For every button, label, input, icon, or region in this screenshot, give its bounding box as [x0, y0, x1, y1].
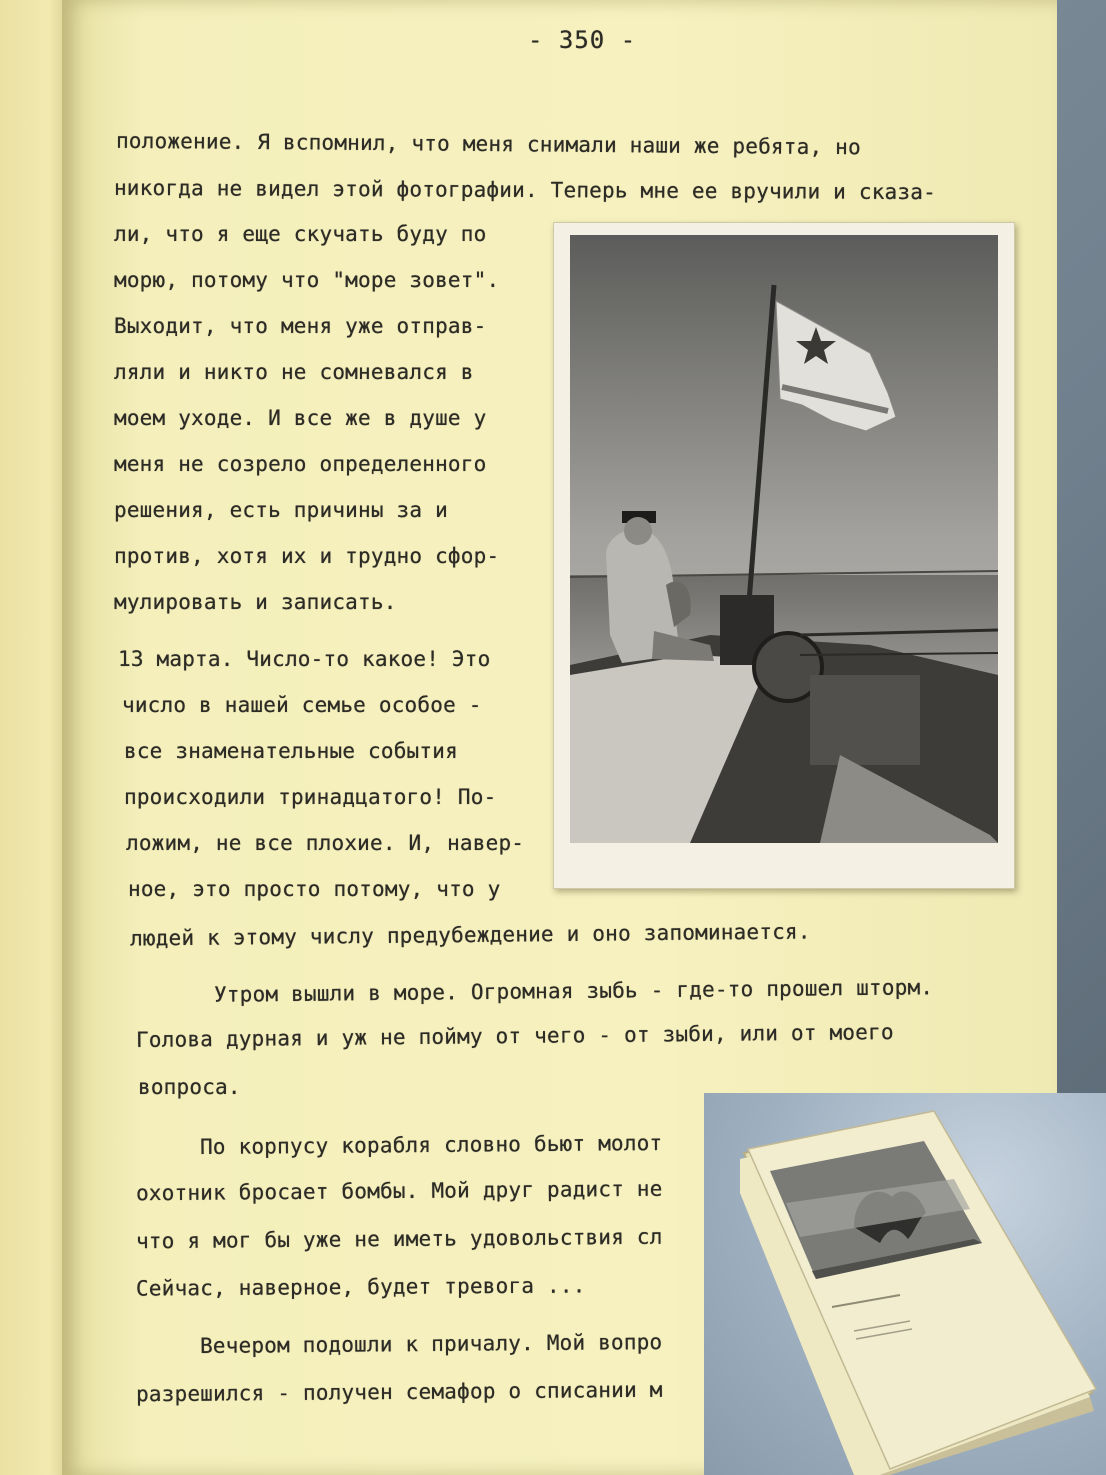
text-line: против, хотя их и трудно сфор-: [114, 544, 500, 568]
text-line: 13 марта. Число-то какое! Это: [118, 647, 491, 671]
text-line: Утром вышли в море. Огромная зыбь - где-то прошел шторм.: [213, 975, 934, 1007]
text-line: моем уходе. И все же в душе у: [114, 406, 487, 430]
text-line: Сейчас, наверное, будет тревога ...: [135, 1273, 586, 1301]
text-line: решения, есть причины за и: [114, 498, 448, 522]
text-line: ли, что я еще скучать буду по: [114, 222, 487, 246]
text-line: охотник бросает бомбы. Мой друг радист не: [135, 1176, 663, 1206]
text-line: что я мог бы уже не иметь удовольствия сл: [135, 1224, 663, 1254]
text-line: морю, потому что "море зовет".: [114, 268, 500, 292]
text-line: мулировать и записать.: [114, 590, 397, 614]
page-number: - 350 -: [528, 26, 637, 54]
glued-photograph: [553, 222, 1015, 889]
book-illustration: [704, 1093, 1106, 1475]
text-line: Выходит, что меня уже отправ-: [114, 314, 487, 338]
text-line: число в нашей семье особое -: [122, 693, 482, 717]
text-line: По корпусу корабля словно бьют молот: [199, 1130, 663, 1160]
text-line: Вечером подошли к причалу. Мой вопро: [199, 1329, 663, 1359]
text-line: все знаменательные события: [124, 739, 458, 763]
photo-image: [570, 235, 998, 843]
text-line: ляли и никто не сомневался в: [114, 360, 474, 384]
text-line: никогда не видел этой фотографии. Теперь мне ее вручили и сказа-: [113, 175, 937, 205]
text-line: Голова дурная и уж не пойму от чего - от зыби, или от моего: [135, 1020, 894, 1052]
text-line: положение. Я вспомнил, что меня снимали наши же ребята, но: [115, 128, 861, 160]
text-line: людей к этому числу предубеждение и оно запоминается.: [129, 919, 811, 951]
text-line: ложим, не все плохие. И, навер-: [126, 831, 525, 855]
text-line: происходили тринадцатого! По-: [124, 785, 497, 809]
text-line: ное, это просто потому, что у: [128, 877, 501, 901]
text-line: меня не созрело определенного: [114, 452, 487, 476]
book-cover-thumbnail: [704, 1093, 1106, 1475]
text-line: разрешился - получен семафор о списании м: [135, 1377, 663, 1407]
text-line: вопроса.: [138, 1075, 241, 1099]
